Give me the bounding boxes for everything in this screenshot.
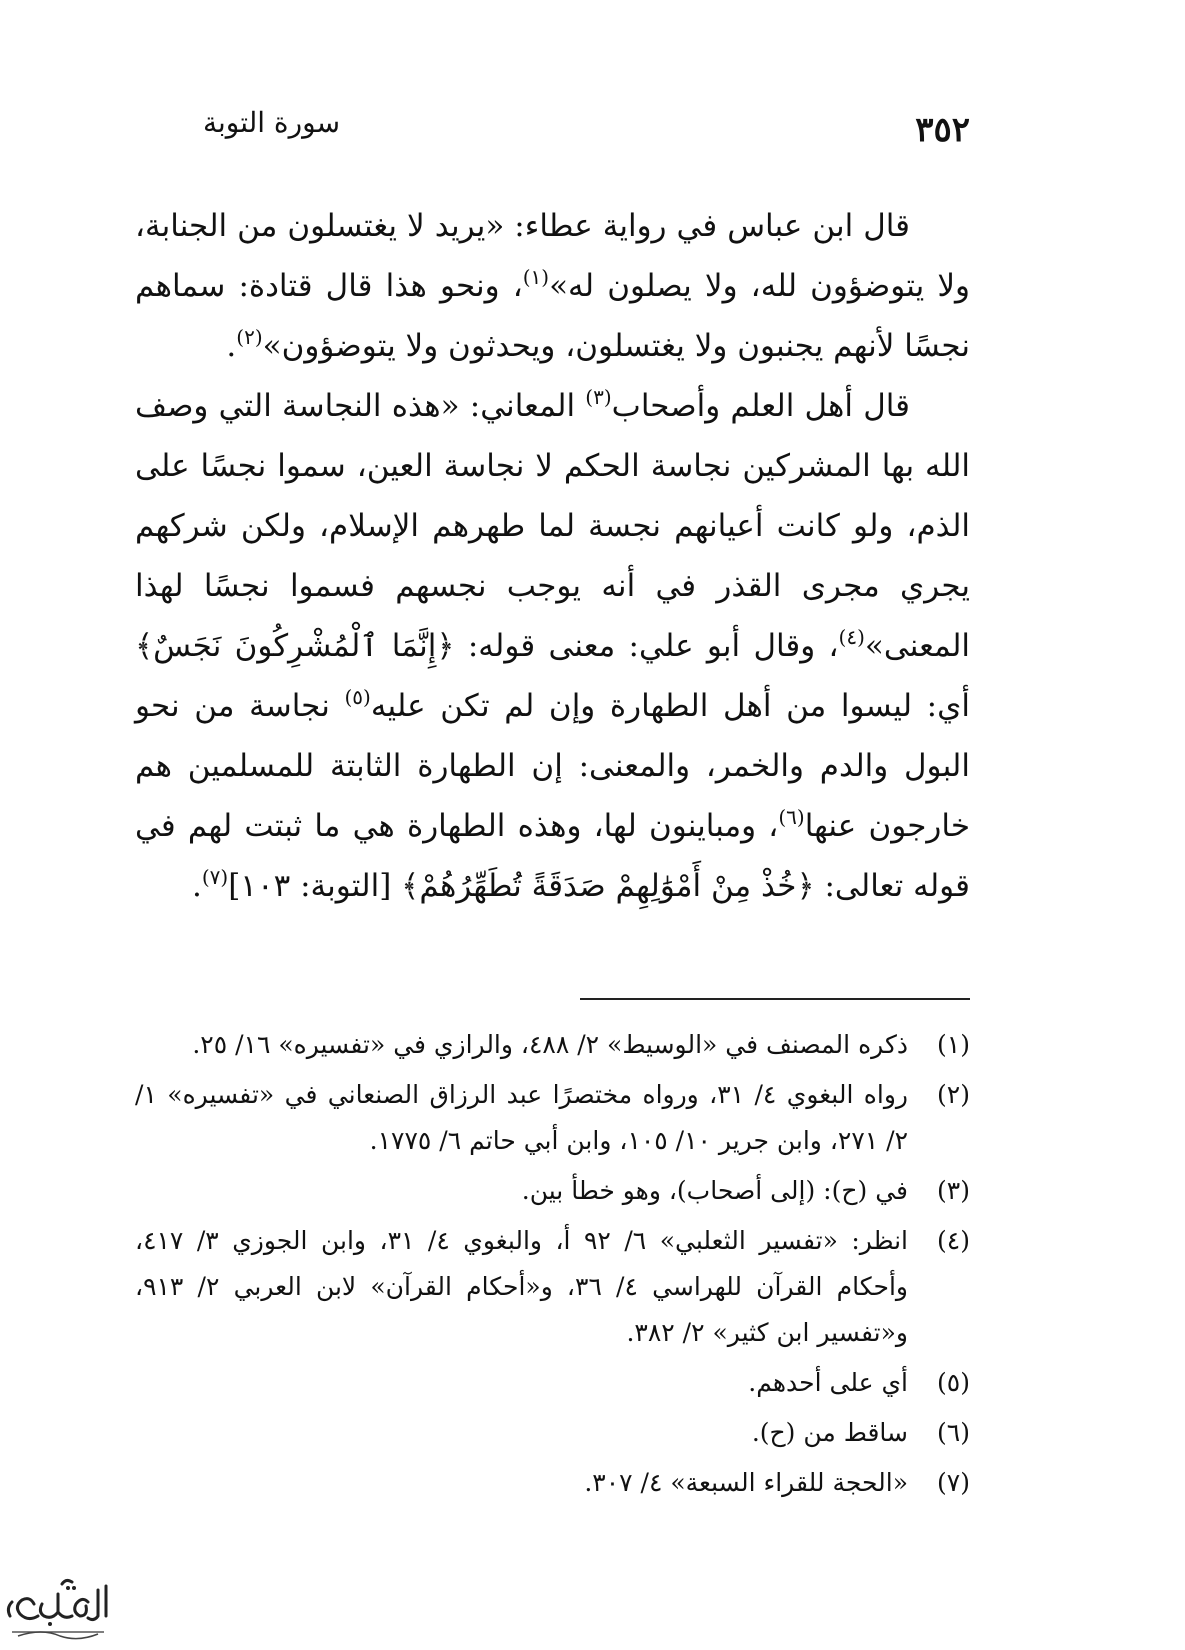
surah-title: سورة التوبة — [203, 106, 341, 139]
footnote-text: أي على أحدهم. — [748, 1368, 908, 1397]
page-header — [175, 104, 970, 152]
footnote-separator — [580, 998, 970, 1000]
quran-verse: ﴿خُذْ مِنْ أَمْوَٰلِهِمْ صَدَقَةً تُطَهِّرُهُمْ﴾ — [401, 868, 815, 904]
footnote-text: ذكره المصنف في «الوسيط» ٢/ ٤٨٨، والرازي في «تفسيره» ١٦/ ٢٥. — [192, 1030, 908, 1059]
footnote-number: (٥) — [937, 1368, 970, 1397]
footnote — [135, 1072, 970, 1164]
footnote-number: (٢) — [937, 1080, 970, 1109]
main-text — [135, 196, 970, 916]
page-number: ٣٥٢ — [915, 110, 970, 150]
footnote — [135, 1218, 970, 1356]
footnote-ref: (٧) — [201, 865, 229, 889]
footnote — [135, 1168, 970, 1214]
footnote-number: (١) — [937, 1030, 970, 1059]
footnote-number: (٤) — [937, 1226, 970, 1255]
text-segment: ، ونحو هذا قال قتادة: سماهم نجسًا لأنهم يجنبون ولا يغتسلون، ويحدثون ولا يتوضؤون» — [135, 268, 970, 364]
footnote — [135, 1022, 970, 1068]
text-segment: قال أهل العلم وأصحاب — [611, 388, 910, 424]
footnote-text: «الحجة للقراء السبعة» ٤/ ٣٠٧. — [584, 1468, 908, 1497]
text-segment: أي: ليسوا من أهل الطهارة وإن لم تكن عليه — [370, 688, 970, 724]
paragraph — [135, 376, 970, 916]
footnote-text: رواه البغوي ٤/ ٣١، ورواه مختصرًا عبد الرزاق الصنعاني في «تفسيره» ١/ ٢/ ٢٧١، وابن جرير ١٠/ ١٠٥، وابن أبي حاتم ٦/ ١٧٧٥. — [135, 1080, 908, 1155]
footnotes — [135, 1022, 970, 1510]
quran-verse: ﴿إِنَّمَا ٱلْمُشْرِكُونَ نَجَسٌ﴾ — [135, 628, 455, 664]
text-segment: المعاني: «هذه النجاسة التي وصف الله بها المشركين نجاسة الحكم لا نجاسة العين، سموا نجسًا على الذم، ولو كانت أعيانهم نجسة لما طهرهم الإسلام، ولكن شركهم يجري مجرى القذر في أنه يوجب نجسهم فسموا نجسًا لهذا المعنى» — [135, 388, 971, 664]
paragraph — [135, 196, 970, 376]
text-segment: . — [191, 868, 202, 904]
footnote — [135, 1410, 970, 1456]
footnote-ref: (١) — [522, 265, 550, 289]
footnote-ref: (٥) — [344, 685, 371, 709]
text-segment: نجاسة من نحو البول والدم والخمر، والمعنى: إن الطهارة الثابتة للمسلمين هم خارجون عنها — [135, 688, 970, 844]
footnote-number: (٣) — [937, 1176, 970, 1205]
text-segment: ، وقال أبو علي: معنى قوله: — [454, 628, 839, 664]
footnote-ref: (٢) — [236, 325, 263, 349]
footnote-text: انظر: «تفسير الثعلبي» ٦/ ٩٢ أ، والبغوي ٤/ ٣١، وابن الجوزي ٣/ ٤١٧، وأحكام القرآن للهراسي ٤/ ٣٦، و«أحكام القرآن» لابن العربي ٢/ ٩١٣، و«تفسير ابن كثير» ٢/ ٣٨٢. — [135, 1226, 909, 1347]
footnote-number: (٧) — [937, 1468, 970, 1497]
footnote-number: (٦) — [937, 1418, 970, 1447]
text-segment: [التوبة: ١٠٣] — [228, 868, 402, 904]
text-segment: قال ابن عباس في رواية عطاء: «يريد لا يغتسلون من الجنابة، ولا يتوضؤون لله، ولا يصلون له» — [135, 208, 970, 304]
footnote-ref: (٦) — [778, 805, 805, 829]
text-segment: . — [226, 328, 237, 364]
footnote-text: ساقط من (ح). — [751, 1418, 908, 1447]
footnote-ref: (٤) — [838, 625, 865, 649]
text-segment: ، ومباينون لها، وهذه الطهارة هي ما ثبتت لهم في قوله تعالى: — [135, 808, 970, 904]
footnote-text: في (ح): (إلى أصحاب)، وهو خطأ بين. — [521, 1176, 908, 1205]
footnote-ref: (٣) — [585, 385, 612, 409]
footnote — [135, 1460, 970, 1506]
publisher-logo-icon — [2, 1572, 114, 1642]
footnote — [135, 1360, 970, 1406]
